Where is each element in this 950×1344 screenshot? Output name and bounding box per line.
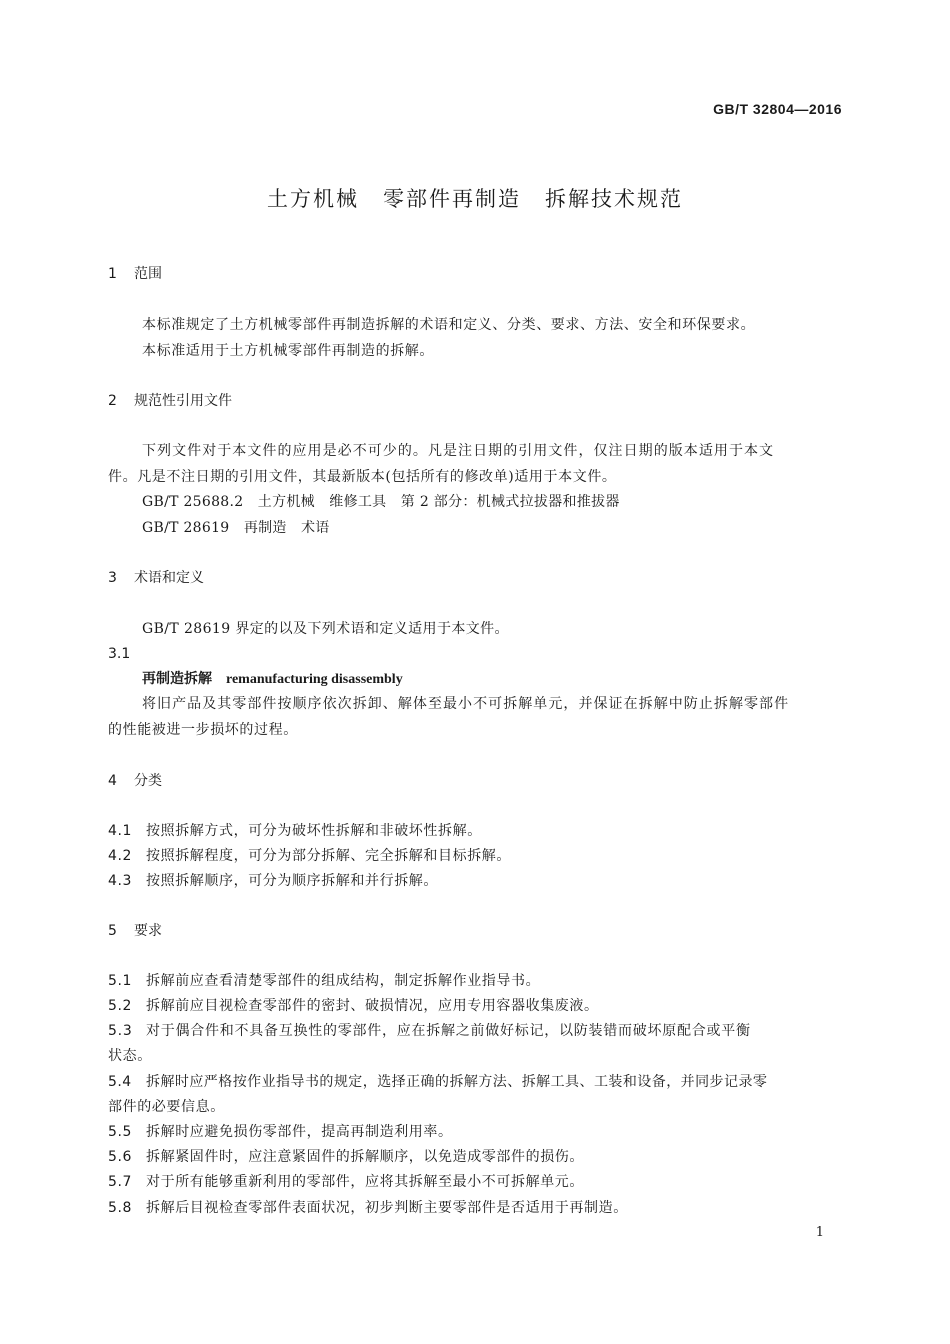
- clause-number: 4.1: [108, 823, 133, 839]
- section-4-heading: [108, 771, 162, 791]
- clause-text: 对于所有能够重新利用的零部件，应将其拆解至最小不可拆解单元。: [146, 1174, 584, 1190]
- clause-number: 5.6: [108, 1149, 133, 1165]
- clause-text: 拆解时应严格按作业指导书的规定，选择正确的拆解方法、拆解工具、工装和设备，并同步记录零: [146, 1074, 768, 1090]
- section-title: 分类: [134, 773, 162, 789]
- clause-text: 拆解前应查看清楚零部件的组成结构，制定拆解作业指导书。: [146, 973, 541, 989]
- clause-text: 拆解时应避免损伤零部件，提高再制造利用率。: [146, 1124, 453, 1140]
- clause-continuation: 部件的必要信息。: [108, 1099, 225, 1115]
- reference-item: GB/T 28619 再制造 术语: [142, 520, 330, 536]
- clause-text: 按照拆解顺序，可分为顺序拆解和并行拆解。: [146, 873, 438, 889]
- clause-number: 4.3: [108, 873, 133, 889]
- paragraph: GB/T 28619 界定的以及下列术语和定义适用于本文件。: [142, 621, 509, 637]
- section-number: 1: [108, 266, 117, 282]
- paragraph: 下列文件对于本文件的应用是必不可少的。凡是注日期的引用文件，仅注日期的版本适用于本文: [142, 443, 775, 459]
- section-title: 要求: [134, 923, 162, 939]
- clause-item: [108, 1172, 584, 1192]
- term-number: 3.1: [108, 646, 131, 662]
- clause-item: [108, 871, 438, 891]
- clause-number: 4.2: [108, 848, 133, 864]
- clause-text: 拆解前应目视检查零部件的密封、破损情况，应用专用容器收集废液。: [146, 998, 599, 1014]
- clause-number: 5.5: [108, 1124, 133, 1140]
- clause-number: 5.2: [108, 998, 133, 1014]
- section-5-heading: [108, 921, 162, 941]
- clause-text: 对于偶合件和不具备互换性的零部件，应在拆解之前做好标记，以防装错而破坏原配合或平衡: [146, 1023, 751, 1039]
- clause-number: 5.1: [108, 973, 133, 989]
- title-part-1: 土方机械: [267, 187, 359, 211]
- section-title: 规范性引用文件: [134, 393, 232, 409]
- clause-item: [108, 971, 540, 991]
- clause-text: 按照拆解程度，可分为部分拆解、完全拆解和目标拆解。: [146, 848, 511, 864]
- clause-item: [108, 821, 482, 841]
- clause-text: 按照拆解方式，可分为破坏性拆解和非破坏性拆解。: [146, 823, 482, 839]
- clause-number: 5.3: [108, 1023, 133, 1039]
- clause-item: [108, 1147, 584, 1167]
- paragraph: 本标准规定了土方机械零部件再制造拆解的术语和定义、分类、要求、方法、安全和环保要求。: [142, 317, 756, 333]
- section-title: 术语和定义: [134, 570, 204, 586]
- section-number: 5: [108, 923, 117, 939]
- clause-item: [108, 846, 511, 866]
- clause-continuation: 状态。: [108, 1048, 152, 1064]
- section-number: 2: [108, 393, 117, 409]
- clause-item: [108, 1021, 751, 1041]
- standard-code: GB/T 32804—2016: [713, 101, 842, 117]
- clause-item: [108, 1072, 767, 1092]
- title-part-3: 拆解技术规范: [545, 187, 683, 211]
- clause-text: 拆解紧固件时，应注意紧固件的拆解顺序，以免造成零部件的损伤。: [146, 1149, 584, 1165]
- definition: 将旧产品及其零部件按顺序依次拆卸、解体至最小不可拆解单元，并保证在拆解中防止拆解零部件: [142, 696, 790, 712]
- paragraph: 本标准适用于土方机械零部件再制造的拆解。: [142, 343, 434, 359]
- clause-item: [108, 996, 599, 1016]
- clause-number: 5.4: [108, 1074, 132, 1090]
- clause-number: 5.8: [108, 1200, 133, 1216]
- page-number: 1: [815, 1225, 824, 1240]
- clause-text: 拆解后目视检查零部件表面状况，初步判断主要零部件是否适用于再制造。: [146, 1200, 628, 1216]
- title-part-2: 零部件再制造: [383, 187, 521, 211]
- section-1-heading: [108, 264, 162, 284]
- section-3-heading: [108, 568, 204, 588]
- term-chinese: 再制造拆解: [142, 671, 212, 687]
- clause-item: [108, 1122, 453, 1142]
- section-number: 3: [108, 570, 117, 586]
- document-title: [0, 183, 950, 213]
- definition: 的性能被进一步损坏的过程。: [108, 722, 298, 738]
- clause-item: [108, 1198, 628, 1218]
- term-english: remanufacturing disassembly: [226, 672, 403, 687]
- section-title: 范围: [134, 266, 162, 282]
- clause-number: 5.7: [108, 1174, 133, 1190]
- term-entry: [142, 669, 403, 690]
- paragraph: 件。凡是不注日期的引用文件，其最新版本(包括所有的修改单)适用于本文件。: [108, 469, 617, 485]
- section-2-heading: [108, 391, 232, 411]
- section-number: 4: [108, 773, 117, 789]
- reference-item: GB/T 25688.2 土方机械 维修工具 第 2 部分：机械式拉拔器和推拔器: [142, 494, 620, 510]
